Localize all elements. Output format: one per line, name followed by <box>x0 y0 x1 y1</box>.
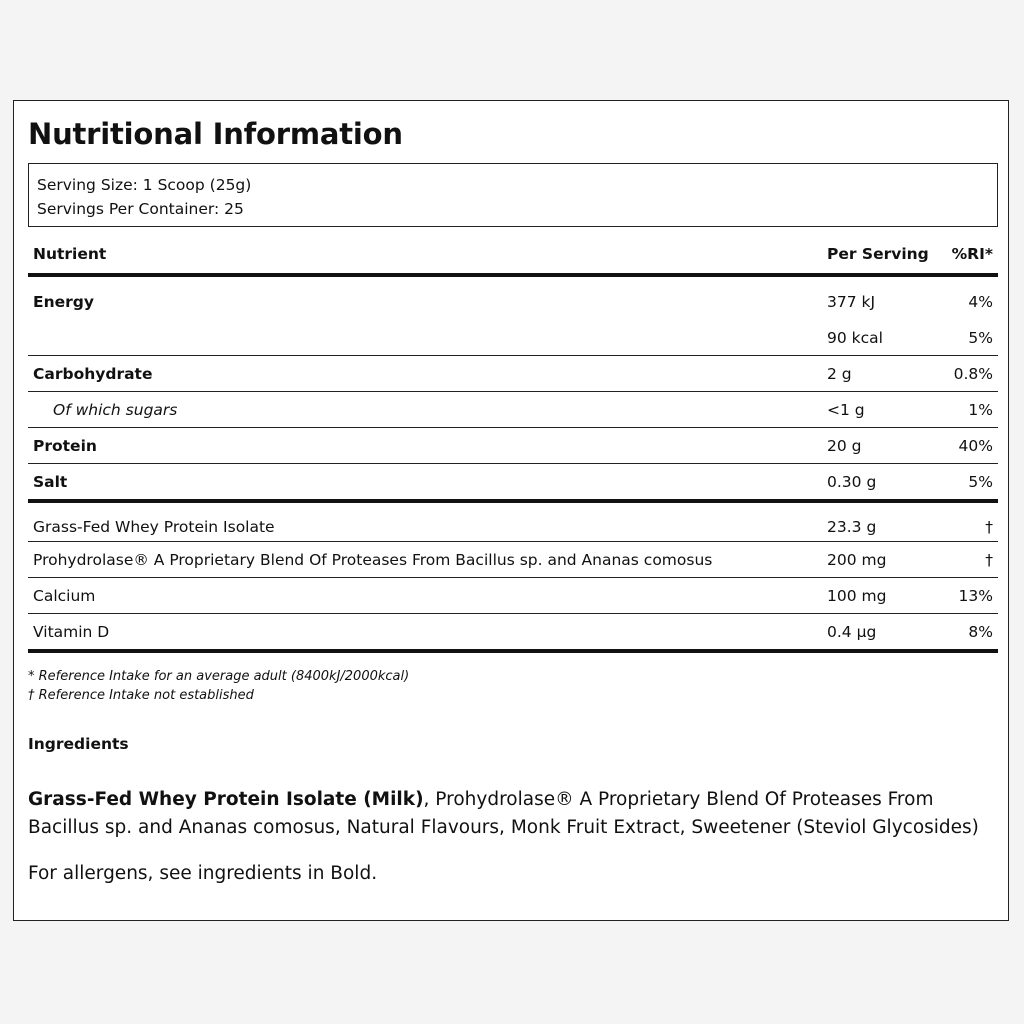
ingredients-heading: Ingredients <box>28 735 129 753</box>
header-ri: %RI* <box>951 245 993 263</box>
table-row-protein <box>28 428 998 464</box>
nutrient-value: 20 g <box>827 437 862 455</box>
footnote-reference-intake: * Reference Intake for an average adult (8400kJ/2000kcal) <box>28 669 410 684</box>
nutrient-name: Prohydrolase® A Proprietary Blend Of Proteases From Bacillus sp. and Ananas comosus <box>33 551 713 569</box>
nutrient-name: Of which sugars <box>53 401 178 419</box>
nutrient-name: Salt <box>33 473 68 491</box>
servings-per-container: Servings Per Container: 25 <box>37 200 244 218</box>
nutrient-value: 23.3 g <box>827 518 877 536</box>
footnotes <box>28 667 409 705</box>
serving-info-box <box>28 163 998 227</box>
nutrient-value: 200 mg <box>827 551 887 569</box>
nutrient-name: Protein <box>33 437 97 455</box>
nutrient-name: Vitamin D <box>33 623 110 641</box>
header-per-serving: Per Serving <box>827 245 929 263</box>
header-nutrient: Nutrient <box>33 245 107 263</box>
table-header <box>28 239 998 277</box>
nutrient-name: Energy <box>33 293 94 311</box>
table-row-energy <box>28 277 998 356</box>
nutrient-name: Grass-Fed Whey Protein Isolate <box>33 518 275 536</box>
energy-kcal-ri: 5% <box>968 329 993 347</box>
nutrient-ri: 40% <box>958 437 993 455</box>
nutrient-ri: 13% <box>958 587 993 605</box>
nutrient-ri: † <box>985 551 993 569</box>
nutrient-ri: 1% <box>968 401 993 419</box>
nutrient-ri: 0.8% <box>953 365 993 383</box>
nutrient-value: <1 g <box>827 401 865 419</box>
footnote-not-established: † Reference Intake not established <box>28 688 254 703</box>
table-row-prohydrolase <box>28 542 998 578</box>
table-row-carbohydrate <box>28 356 998 392</box>
ingredients-bold-allergen: Grass-Fed Whey Protein Isolate (Milk) <box>28 789 424 810</box>
table-row-whey-isolate <box>28 503 998 542</box>
table-row-sugars <box>28 392 998 428</box>
nutrient-ri: 5% <box>968 473 993 491</box>
nutrition-table <box>28 239 998 653</box>
energy-kj-ri: 4% <box>968 293 993 311</box>
page-title: Nutritional Information <box>28 117 403 151</box>
nutrient-value: 0.4 µg <box>827 623 877 641</box>
serving-size: Serving Size: 1 Scoop (25g) <box>37 176 252 194</box>
nutrient-value: 100 mg <box>827 587 887 605</box>
energy-kcal: 90 kcal <box>827 329 883 347</box>
table-row-calcium <box>28 578 998 614</box>
energy-kj: 377 kJ <box>827 293 876 311</box>
ingredients-rest: , Prohydrolase® A Proprietary Blend Of Proteases From Bacillus sp. and Ananas comosus, Natural Flavours, Monk Fruit Extract, Sweetener (Steviol Glycosides) <box>28 789 979 838</box>
table-row-vitamin-d <box>28 614 998 653</box>
ingredients-text <box>28 786 1003 842</box>
nutrient-ri: 8% <box>968 623 993 641</box>
nutrient-value: 2 g <box>827 365 852 383</box>
nutrient-name: Calcium <box>33 587 96 605</box>
nutrition-panel <box>13 100 1009 921</box>
nutrient-value: 0.30 g <box>827 473 877 491</box>
nutrient-ri: † <box>985 518 993 536</box>
nutrient-name: Carbohydrate <box>33 365 153 383</box>
allergen-note: For allergens, see ingredients in Bold. <box>28 863 378 884</box>
table-row-salt <box>28 464 998 503</box>
